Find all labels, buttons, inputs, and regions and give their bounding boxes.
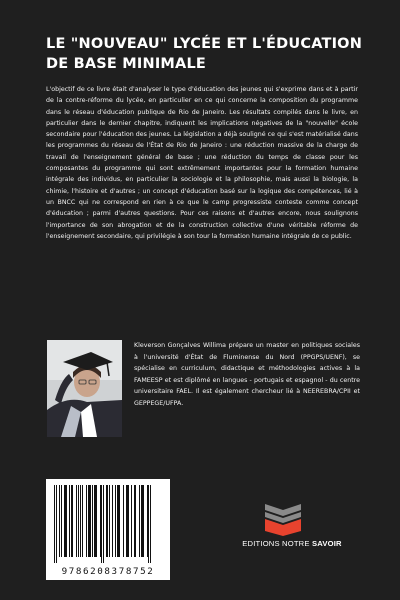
barcode-bar	[141, 485, 144, 557]
barcode-bar	[59, 485, 60, 557]
publisher-logo-icon	[259, 500, 307, 536]
barcode-bar	[88, 485, 91, 557]
book-summary: L'objectif de ce livre était d'analyser le type d'éducation des jeunes qui s'exprime dans et à partir de la contre-réforme du lycée, en particulier en ce qui concerne la composition du programme dans le réseau d'éducation publique de Rio de Janeiro. Les résultats compilés dans le livre, en particulier dans le dernier chapitre, indiquent les implications négatives de la "nouvelle" école secondaire pour l'éducation des jeunes. La législation a déjà souligné ce qui s'est matérialisé dans les programmes du réseau de l'État de Rio de Janeiro : une réduction massive de la charge de travail de l'enseignement général de base ; une réduction du temps de classe pour les composantes du programme qui sont extrêmement importantes pour la formation humaine intégrale des individus, en particulier la sociologie et la philosophie, mais aussi la biologie, la chimie, l'histoire et d'autres ; un concept d'éducation basé sur la logique des compétences, lié à un BNCC qui ne correspond en rien à ce que le camp progressiste conteste comme concept d'éducation ; parmi d'autres questions. Pour ces raisons et d'autres encore, nous soulignons l'importance de son abrogation et de la construction collective d'une véritable réforme de l'enseignement secondaire, qui privilégie à son tour la formation humaine intégrale de ce public.	[46, 86, 358, 240]
barcode-bar	[101, 485, 102, 563]
barcode-bar	[112, 485, 113, 557]
barcode-bar	[115, 485, 116, 557]
barcode-bar	[64, 485, 67, 557]
barcode-bar	[78, 485, 79, 557]
publisher-name-bold: SAVOIR	[311, 539, 342, 548]
isbn-digits: 9786208378752	[61, 566, 155, 577]
barcode-bar	[92, 485, 93, 557]
barcode-bar	[148, 485, 149, 563]
barcode-bar	[123, 485, 124, 557]
barcode-bar	[126, 485, 129, 557]
barcode-bar	[106, 485, 108, 557]
barcode-bar	[69, 485, 70, 557]
barcode-bar	[56, 485, 57, 563]
barcode-bar	[139, 485, 140, 557]
barcode-bar	[131, 485, 132, 557]
barcode-bar	[100, 485, 101, 557]
isbn-barcode	[46, 479, 170, 580]
barcode-bar	[103, 485, 104, 563]
barcode-bars	[46, 479, 170, 565]
barcode-bar	[109, 485, 110, 557]
barcode-bar	[86, 485, 87, 557]
publisher-name-prefix: EDITIONS NOTRE	[242, 539, 312, 548]
barcode-bar	[82, 485, 83, 557]
barcode-bar	[61, 485, 62, 557]
barcode-bar	[76, 485, 77, 557]
book-title	[46, 34, 376, 74]
barcode-bar	[134, 485, 136, 557]
barcode-bar	[150, 485, 151, 563]
barcode-bar	[80, 485, 81, 557]
barcode-bar	[54, 485, 55, 563]
author-photo-image	[47, 340, 122, 437]
barcode-bar	[71, 485, 73, 557]
barcode-bar	[147, 485, 148, 557]
author-bio: Kleverson Gonçalves Willima prépare un master en politiques sociales à l'université d'État de Fluminense du Nord (PPGPS/UENF), se spécialise en curriculum, didactique et méthodologies actives à la FAMEESP et est diplômé en langues - portugais et espagnol - du centre universitaire FAEL. Il est également chercheur lié à NEEREBRA/CPII et GEPPEGE/UFPA.	[134, 342, 360, 407]
publisher-name	[237, 539, 347, 548]
book-title-line-2: DE BASE MINIMALE	[46, 56, 207, 72]
barcode-bar	[94, 485, 97, 557]
barcode-bar	[117, 485, 120, 557]
book-title-line-1: LE "NOUVEAU" LYCÉE ET L'ÉDUCATION	[46, 36, 363, 52]
author-photo	[47, 340, 122, 437]
